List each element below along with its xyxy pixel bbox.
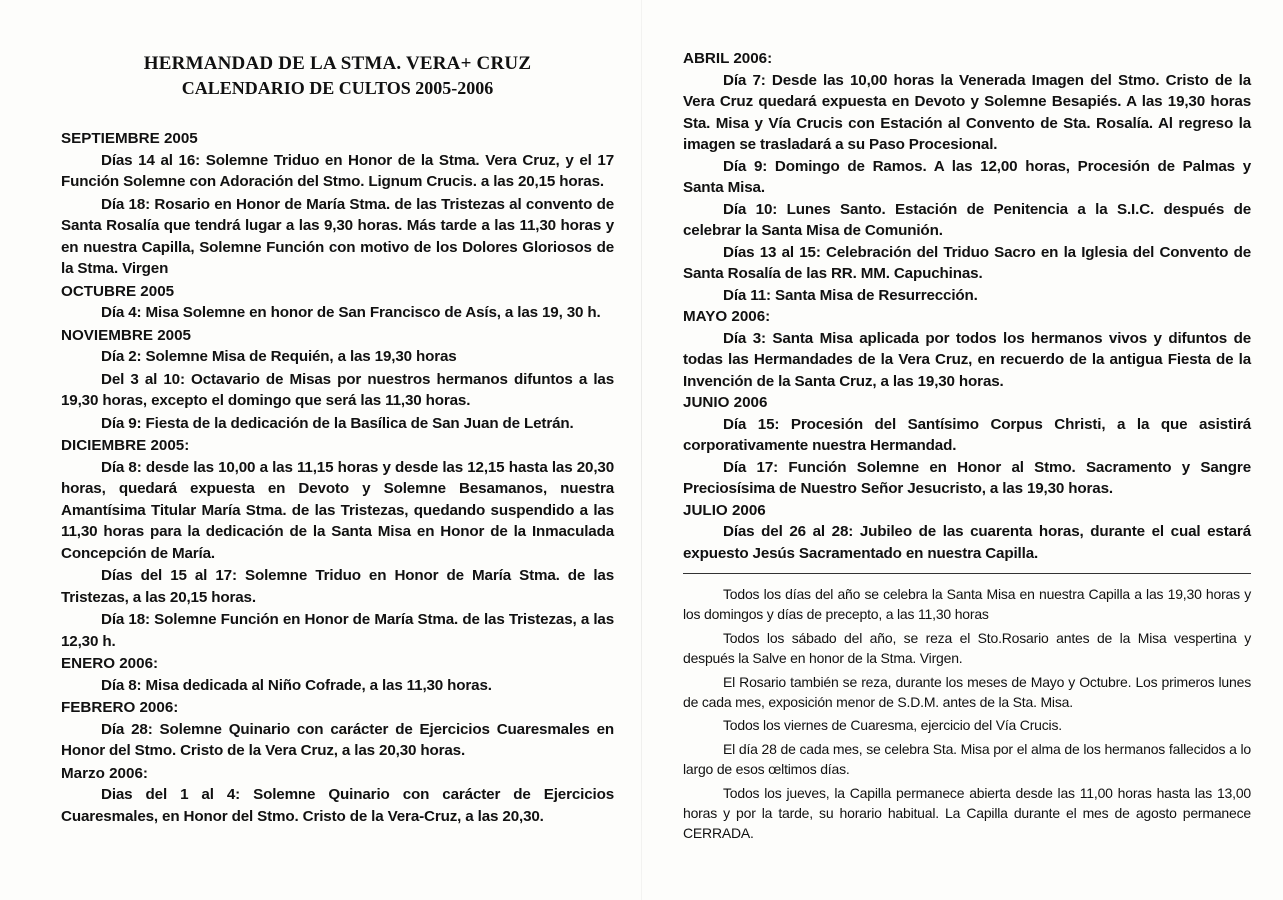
page-title: HERMANDAD DE LA STMA. VERA+ CRUZ: [143, 53, 532, 74]
page-subtitle: CALENDARIO DE CULTOS 2005-2006: [181, 78, 494, 98]
month-heading: JUNIO 2006: [683, 394, 768, 411]
calendar-entry: Día 4: Misa Solemne en honor de San Francisco de Asís, a las 19, 30 h.: [101, 304, 601, 321]
month-heading: SEPTIEMBRE 2005: [61, 130, 198, 147]
left-calendar: [61, 128, 614, 827]
note-paragraph: El Rosario también se reza, durante los meses de Mayo y Octubre. Los primeros lunes de cada mes, exposición menor de S.D.M. antes de la Sta. Misa.: [683, 673, 1251, 711]
calendar-entry: Día 9: Domingo de Ramos. A las 12,00 horas, Procesión de Palmas y Santa Misa.: [683, 157, 1251, 196]
month-heading: Marzo 2006:: [61, 764, 148, 782]
month-heading: OCTUBRE 2005: [61, 282, 175, 300]
month-heading: NOVIEMBRE 2005: [61, 326, 191, 344]
calendar-entry: Día 28: Solemne Quinario con carácter de Ejercicios Cuaresmales en Honor del Stmo. Cristo de la Vera Cruz, a las 20,30 horas.: [61, 720, 614, 759]
month-heading: MAYO 2006:: [683, 308, 771, 325]
month-heading: DICIEMBRE 2005:: [61, 437, 190, 454]
calendar-entry: Día 8: Misa dedicada al Niño Cofrade, a las 11,30 horas.: [101, 676, 492, 694]
note-paragraph: Todos los jueves, la Capilla permanece abierta desde las 11,00 horas hasta las 13,00 horas y por la tarde, su horario habitual. La Capilla durante el mes de agosto permanece CERRADA.: [683, 784, 1251, 842]
note-paragraph: Todos los viernes de Cuaresma, ejercicio del Vía Crucis.: [723, 717, 1062, 734]
calendar-entry: Días del 15 al 17: Solemne Triduo en Honor de María Stma. de las Tristezas, a las 20,15 horas.: [61, 567, 614, 606]
calendar-entry: Día 18: Solemne Función en Honor de María Stma. de las Tristezas, a las 12,30 h.: [61, 611, 614, 650]
calendar-entry: Días 14 al 16: Solemne Triduo en Honor de la Stma. Vera Cruz, y el 17 Función Solemne con Adoración del Stmo. Lignum Crucis. a las 20,15 horas.: [61, 151, 614, 190]
calendar-entry: Día 17: Función Solemne en Honor al Stmo. Sacramento y Sangre Preciosísima de Nuestro Señor Jesucristo, a las 19,30 horas.: [683, 458, 1251, 497]
calendar-entry: Día 7: Desde las 10,00 horas la Venerada Imagen del Stmo. Cristo de la Vera Cruz quedará expuesta en Devoto y Solemne Besapiés. A las 19,30 horas Sta. Misa y Vía Crucis con Estación al Convento de Sta. Rosalía. Al regreso la imagen se trasladará a su Paso Procesional.: [683, 71, 1251, 153]
page-fold: [641, 0, 642, 900]
calendar-entry: Día 10: Lunes Santo. Estación de Penitencia a la S.I.C. después de celebrar la Santa Misa de Comunión.: [683, 200, 1251, 239]
calendar-entry: Días 13 al 15: Celebración del Triduo Sacro en la Iglesia del Convento de Santa Rosalía de las RR. MM. Capuchinas.: [683, 243, 1251, 282]
calendar-entry: Día 9: Fiesta de la dedicación de la Basílica de San Juan de Letrán.: [101, 414, 574, 432]
note-paragraph: Todos los sábado del año, se reza el Sto.Rosario antes de la Misa vespertina y después la Salve en honor de la Stma. Virgen.: [683, 629, 1251, 667]
calendar-entry: Día 8: desde las 10,00 a las 11,15 horas y desde las 12,15 hasta las 20,30 horas, quedará expuesta en Devoto y Solemne Besamanos, nuestra Amantísima Titular María Stma. de las Tristezas, quedando suspendido a las 11,30 horas para la dedicación de la Santa Misa en Honor de la Inmaculada Concepción de María.: [61, 458, 614, 562]
right-column: [683, 48, 1251, 847]
general-notes: [683, 584, 1251, 844]
calendar-entry: Día 15: Procesión del Santísimo Corpus Christi, a la que asistirá corporativamente nuestra Hermandad.: [683, 415, 1251, 454]
month-heading: ENERO 2006:: [61, 655, 159, 672]
calendar-entry: Día 18: Rosario en Honor de María Stma. de las Tristezas al convento de Santa Rosalía que tendrá lugar a las 9,30 horas. Más tarde a las 11,30 horas y en nuestra Capilla, Solemne Función con motivo de los Dolores Gloriosos de la Stma. Virgen: [61, 195, 614, 277]
calendar-entry: Días del 26 al 28: Jubileo de las cuarenta horas, durante el cual estará expuesto Jesús Sacramentado en nuestra Capilla.: [683, 523, 1251, 562]
calendar-entry: Del 3 al 10: Octavario de Misas por nuestros hermanos difuntos a las 19,30 horas, excepto el domingo que será las 11,30 horas.: [61, 370, 614, 409]
section-divider: [683, 573, 1251, 574]
month-heading: FEBRERO 2006:: [61, 699, 179, 716]
month-heading: JULIO 2006: [683, 501, 766, 519]
right-calendar: [683, 48, 1251, 564]
calendar-entry: Día 2: Solemne Misa de Requién, a las 19,30 horas: [101, 348, 457, 365]
calendar-entry: Dias del 1 al 4: Solemne Quinario con carácter de Ejercicios Cuaresmales, en Honor del Stmo. Cristo de la Vera-Cruz, a las 20,30.: [61, 786, 614, 825]
note-paragraph: El día 28 de cada mes, se celebra Sta. Misa por el alma de los hermanos fallecidos a lo largo de esos œltimos días.: [683, 740, 1251, 778]
note-paragraph: Todos los días del año se celebra la Santa Misa en nuestra Capilla a las 19,30 horas y los domingos y días de precepto, a las 11,30 horas: [683, 586, 1251, 623]
calendar-entry: Día 3: Santa Misa aplicada por todos los hermanos vivos y difuntos de todas las Hermandades de la Vera Cruz, en recuerdo de la antigua Fiesta de la Invención de la Santa Cruz, a las 19,30 horas.: [683, 329, 1251, 390]
calendar-entry: Día 11: Santa Misa de Resurrección.: [723, 286, 978, 304]
left-column: [61, 52, 614, 828]
month-heading: ABRIL 2006:: [683, 50, 773, 67]
